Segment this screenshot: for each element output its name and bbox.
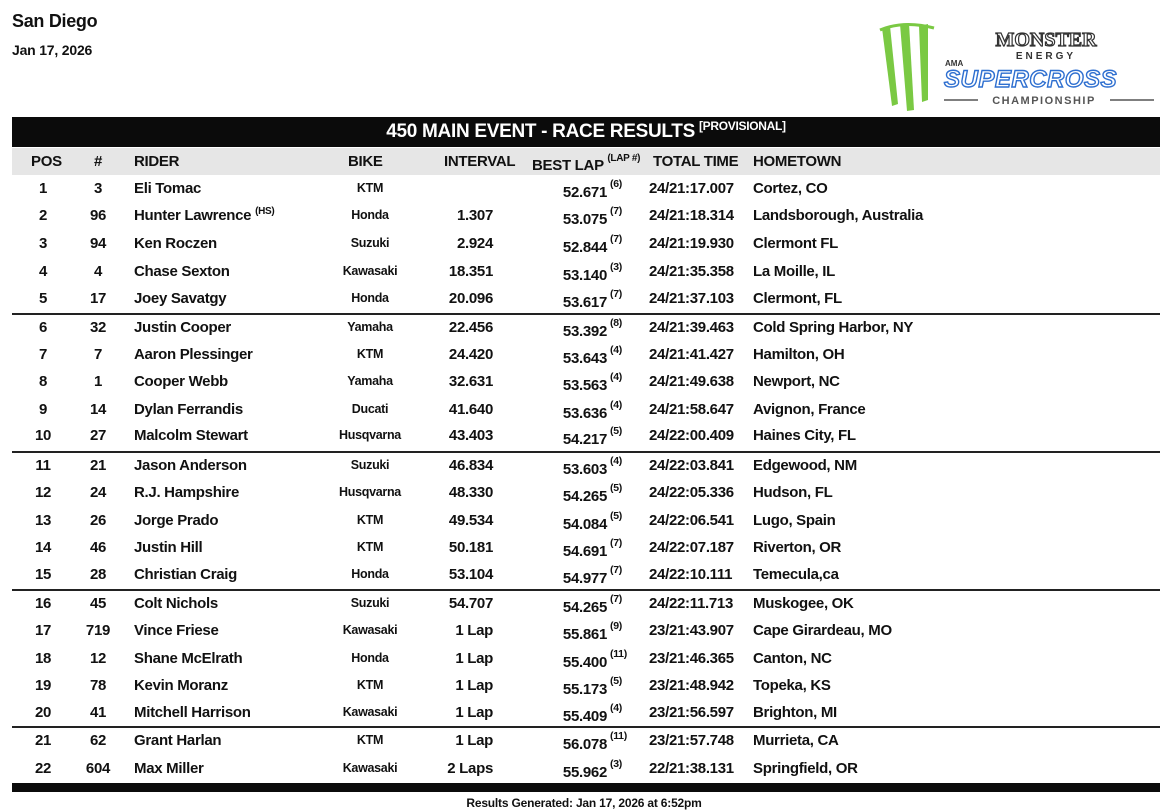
interval: 41.640 [448,401,493,418]
logo-ama: AMA [945,59,964,68]
group-divider [12,726,1160,728]
col-hometown: HOMETOWN [753,153,842,170]
hometown: Riverton, OR [753,539,842,556]
supercross-logo [878,20,1158,112]
monster-claw-icon [880,23,934,111]
rider-number: 1 [93,373,103,390]
interval: 46.834 [448,457,493,474]
best-lap-cell [512,561,652,588]
rider-number: 604 [85,760,111,777]
hometown: Brighton, MI [753,704,837,721]
rider-name: Max Miller [134,760,204,777]
logo-brand-sub: ENERGY [1015,51,1077,62]
rider-number: 46 [89,539,107,556]
table-row [12,561,1160,588]
results-title-bar [12,117,1160,147]
rider-number: 26 [89,512,107,529]
rider-name: Joey Savatgy [134,290,227,307]
best-lap: 53.603 [562,461,607,478]
best-lap-number: (11) [610,648,627,660]
interval: 48.330 [448,484,493,501]
rider-number: 21 [89,457,107,474]
rider-number: 3 [93,180,103,197]
rider-tag: (HS) [255,206,275,217]
interval: 54.707 [448,595,493,612]
rider-name-cell [134,258,230,285]
interval: 24.420 [448,346,493,363]
table-row [12,175,1160,202]
col-interval: INTERVAL [444,153,516,170]
hometown: Edgewood, NM [753,457,857,474]
total-time: 24/21:18.314 [649,207,734,224]
logo-championship: CHAMPIONSHIP [992,95,1096,107]
best-lap-cell [512,672,652,699]
best-lap-number: (3) [610,261,622,273]
rider-name-cell [134,507,218,534]
table-row [12,285,1160,312]
best-lap-number: (5) [610,675,622,687]
col-number: # [93,153,103,170]
best-lap-cell [512,422,652,449]
rider-name: Jason Anderson [134,457,247,474]
table-row [12,755,1160,782]
position: 4 [38,263,48,280]
best-lap-number: (5) [610,425,622,437]
best-lap-cell [512,368,652,395]
total-time: 24/21:17.007 [649,180,734,197]
bike: Husqvarna [339,428,401,442]
rider-name-cell [134,672,228,699]
best-lap: 56.078 [562,736,607,753]
table-row [12,672,1160,699]
rider-name-cell [134,422,248,449]
rider-number: 719 [85,622,111,639]
position: 21 [34,732,52,749]
best-lap-cell [512,452,652,479]
rider-number: 62 [89,732,107,749]
table-row [12,727,1160,754]
hometown: Topeka, KS [753,677,831,694]
rider-number: 7 [93,346,103,363]
total-time: 24/21:37.103 [649,290,734,307]
rider-number: 96 [89,207,107,224]
best-lap-cell [512,479,652,506]
interval: 1.307 [456,207,493,224]
rider-number: 78 [89,677,107,694]
bike: Kawasaki [342,623,398,637]
hometown: Hudson, FL [753,484,833,501]
hometown: Cape Girardeau, MO [753,622,892,639]
rider-name-cell [134,368,228,395]
rider-name-cell [134,645,242,672]
best-lap-cell [512,230,652,257]
total-time: 24/21:49.638 [649,373,734,390]
best-lap: 54.265 [562,488,607,505]
interval: 22.456 [448,319,493,336]
rider-number: 24 [89,484,107,501]
bike: Honda [351,567,389,581]
rider-name: Justin Cooper [134,319,231,336]
best-lap-number: (5) [610,510,622,522]
bike: KTM [356,733,384,747]
rider-name-cell [134,452,247,479]
col-best-lap [532,148,640,175]
best-lap: 54.265 [562,599,607,616]
table-row [12,479,1160,506]
total-time: 23/21:56.597 [649,704,734,721]
table-row [12,314,1160,341]
best-lap-number: (11) [610,730,627,742]
bike: Suzuki [350,596,390,610]
interval: 1 Lap [455,704,493,721]
rider-name-cell [134,341,253,368]
hometown: Hamilton, OH [753,346,845,363]
provisional-tag: [PROVISIONAL] [698,119,786,133]
col-best-lap-label: BEST LAP [532,157,604,174]
logo-brand-top: MONSTER [995,29,1097,51]
best-lap-cell [512,590,652,617]
bottom-bar [12,783,1160,792]
best-lap-number: (4) [610,455,622,467]
total-time: 23/21:57.748 [649,732,734,749]
position: 11 [35,457,51,474]
best-lap-cell [512,699,652,726]
position: 7 [38,346,48,363]
position: 19 [34,677,52,694]
rider-name: Malcolm Stewart [134,427,248,444]
position: 15 [34,566,52,583]
rider-name: R.J. Hampshire [134,484,240,501]
table-row [12,230,1160,257]
rider-name: Kevin Moranz [134,677,228,694]
interval: 2.924 [456,235,493,252]
position: 3 [38,235,48,252]
position: 1 [38,180,48,197]
interval: 2 Laps [447,760,493,777]
rider-name-cell [134,202,274,229]
bike: Honda [351,208,389,222]
total-time: 24/21:19.930 [649,235,734,252]
position: 16 [34,595,52,612]
best-lap-number: (7) [610,593,622,605]
col-bike: BIKE [348,153,383,170]
bike: Yamaha [347,374,393,388]
rider-name-cell [134,285,226,312]
best-lap-number: (7) [610,205,622,217]
rider-name: Grant Harlan [134,732,222,749]
rider-name: Ken Roczen [134,235,217,252]
interval: 32.631 [448,373,493,390]
rider-name-cell [134,314,231,341]
interval: 43.403 [448,427,493,444]
best-lap: 53.617 [562,294,607,311]
rider-name-cell [134,561,237,588]
position: 20 [34,704,52,721]
position: 9 [38,401,48,418]
best-lap: 53.636 [562,405,607,422]
rider-name: Eli Tomac [134,180,202,197]
best-lap-number: (4) [610,702,622,714]
best-lap-number: (9) [610,620,622,632]
hometown: Springfield, OR [753,760,858,777]
hometown: Avignon, France [753,401,866,418]
rider-number: 14 [89,401,107,418]
table-row [12,258,1160,285]
rider-name: Aaron Plessinger [134,346,253,363]
rider-number: 41 [89,704,107,721]
best-lap-cell [512,507,652,534]
bike: Honda [351,651,389,665]
table-row [12,452,1160,479]
interval: 1 Lap [455,677,493,694]
interval: 1 Lap [455,732,493,749]
best-lap-cell [512,314,652,341]
best-lap: 54.217 [562,431,607,448]
column-header-row [12,148,1160,175]
best-lap: 54.084 [562,516,607,533]
table-row [12,507,1160,534]
best-lap-cell [512,645,652,672]
bike: Honda [351,291,389,305]
best-lap-number: (7) [610,564,622,576]
position: 17 [34,622,52,639]
best-lap: 55.400 [562,654,607,671]
best-lap-number: (3) [610,758,622,770]
rider-name: Mitchell Harrison [134,704,251,721]
col-total-time: TOTAL TIME [653,153,739,170]
bike: Suzuki [350,236,390,250]
rider-number: 12 [89,650,107,667]
bike: KTM [356,347,384,361]
best-lap-cell [512,175,652,202]
best-lap-number: (6) [610,178,622,190]
total-time: 24/22:07.187 [649,539,734,556]
best-lap: 55.173 [562,681,607,698]
best-lap: 54.691 [562,543,607,560]
best-lap: 52.671 [562,184,607,201]
hometown: Lugo, Spain [753,512,836,529]
rider-name: Shane McElrath [134,650,243,667]
table-row [12,645,1160,672]
rider-name-cell [134,590,218,617]
rider-number: 32 [89,319,107,336]
interval: 53.104 [448,566,493,583]
total-time: 22/21:38.131 [649,760,734,777]
rider-name: Christian Craig [134,566,238,583]
rider-name: Chase Sexton [134,263,230,280]
best-lap-number: (4) [610,399,622,411]
table-row [12,202,1160,229]
results-generated: Results Generated: Jan 17, 2026 at 6:52pm [466,796,702,810]
interval: 50.181 [448,539,493,556]
group-divider [12,589,1160,591]
total-time: 24/22:03.841 [649,457,734,474]
interval: 1 Lap [455,650,493,667]
hometown: Clermont, FL [753,290,842,307]
hometown: Cortez, CO [753,180,828,197]
rider-number: 17 [89,290,107,307]
interval [437,175,493,202]
rider-name: Colt Nichols [134,595,218,612]
rider-name: Cooper Webb [134,373,228,390]
best-lap-number: (8) [610,317,622,329]
best-lap-number: (4) [610,371,622,383]
position: 8 [38,373,48,390]
interval: 49.534 [448,512,493,529]
table-row [12,422,1160,449]
total-time: 23/21:43.907 [649,622,734,639]
group-divider [12,313,1160,315]
best-lap: 53.563 [562,377,607,394]
total-time: 23/21:46.365 [649,650,734,667]
bike: KTM [356,513,384,527]
rider-name: Justin Hill [134,539,203,556]
rider-name-cell [134,755,204,782]
best-lap-cell [512,202,652,229]
rider-number: 4 [93,263,103,280]
rider-number: 94 [89,235,107,252]
position: 18 [34,650,52,667]
rider-name-cell [134,396,243,423]
rider-number: 28 [89,566,107,583]
rider-name: Vince Friese [134,622,219,639]
total-time: 24/21:39.463 [649,319,734,336]
bike: Yamaha [347,320,393,334]
best-lap: 55.861 [562,626,607,643]
col-best-lap-tag: (LAP #) [607,153,641,164]
total-time: 23/21:48.942 [649,677,734,694]
position: 6 [38,319,48,336]
total-time: 24/21:35.358 [649,263,734,280]
rider-name: Hunter Lawrence [134,207,252,224]
rider-name: Dylan Ferrandis [134,401,243,418]
hometown: Haines City, FL [753,427,856,444]
position: 2 [38,207,48,224]
position: 10 [34,427,52,444]
best-lap: 54.977 [562,570,607,587]
rider-name-cell [134,727,221,754]
hometown: Temecula,ca [753,566,839,583]
rider-name: Jorge Prado [134,512,219,529]
best-lap: 53.075 [562,211,607,228]
best-lap-number: (7) [610,233,622,245]
hometown: Murrieta, CA [753,732,839,749]
rider-number: 45 [89,595,107,612]
bike: Suzuki [350,458,390,472]
best-lap-cell [512,341,652,368]
best-lap: 55.962 [562,764,607,781]
bike: Ducati [351,402,389,416]
best-lap: 52.844 [562,239,607,256]
best-lap-cell [512,285,652,312]
best-lap-cell [512,617,652,644]
best-lap: 55.409 [562,708,607,725]
best-lap-number: (5) [610,482,622,494]
hometown: Cold Spring Harbor, NY [753,319,914,336]
total-time: 24/22:05.336 [649,484,734,501]
results-title: 450 MAIN EVENT - RACE RESULTS [386,121,695,142]
position: 22 [34,760,52,777]
best-lap-cell [512,727,652,754]
total-time: 24/21:58.647 [649,401,734,418]
total-time: 24/22:10.111 [649,566,733,583]
best-lap-cell [512,258,652,285]
col-pos: POS [31,153,62,170]
best-lap: 53.140 [562,267,607,284]
best-lap-cell [512,534,652,561]
logo-series: SUPERCROSS [944,66,1118,93]
best-lap-number: (4) [610,344,622,356]
table-row [12,617,1160,644]
rider-name-cell [134,230,217,257]
bike: KTM [356,678,384,692]
total-time: 24/21:41.427 [649,346,734,363]
rider-name-cell [134,699,251,726]
bike: Kawasaki [342,705,398,719]
interval: 1 Lap [455,622,493,639]
total-time: 24/22:11.713 [649,595,733,612]
best-lap: 53.643 [562,350,607,367]
bike: Kawasaki [342,761,398,775]
rider-number: 27 [89,427,107,444]
interval: 20.096 [448,290,493,307]
total-time: 24/22:06.541 [649,512,734,529]
table-row [12,699,1160,726]
bike: Husqvarna [339,485,401,499]
position: 14 [34,539,52,556]
position: 12 [34,484,52,501]
table-row [12,534,1160,561]
table-row [12,368,1160,395]
table-row [12,341,1160,368]
hometown: Muskogee, OK [753,595,854,612]
best-lap-cell [512,755,652,782]
rider-name-cell [134,534,202,561]
position: 5 [38,290,48,307]
table-row [12,396,1160,423]
best-lap-cell [512,396,652,423]
col-rider: RIDER [134,153,180,170]
position: 13 [34,512,52,529]
bike: KTM [356,540,384,554]
interval: 18.351 [448,263,493,280]
event-date: Jan 17, 2026 [12,42,93,58]
bike: Kawasaki [342,264,398,278]
rider-name-cell [134,617,219,644]
best-lap-number: (7) [610,537,622,549]
total-time: 24/22:00.409 [649,427,734,444]
rider-name-cell [134,479,239,506]
hometown: Newport, NC [753,373,840,390]
hometown: La Moille, IL [753,263,835,280]
best-lap-number: (7) [610,288,622,300]
hometown: Landsborough, Australia [753,207,924,224]
bike: KTM [356,181,384,195]
rider-name-cell [134,175,201,202]
group-divider [12,451,1160,453]
best-lap: 53.392 [562,323,607,340]
table-row [12,590,1160,617]
venue-name: San Diego [12,11,98,31]
hometown: Clermont FL [753,235,839,252]
hometown: Canton, NC [753,650,832,667]
